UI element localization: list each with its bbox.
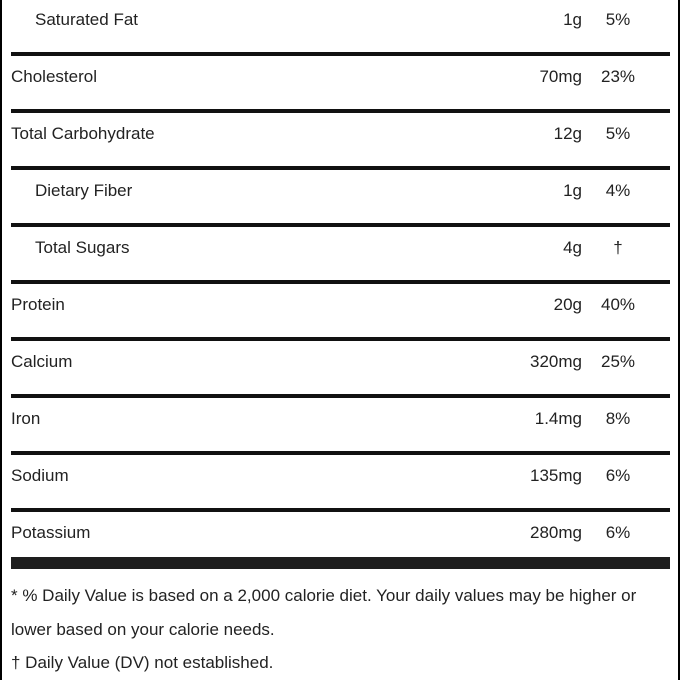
nutrient-amount: 135mg bbox=[530, 466, 582, 485]
panel-left-border bbox=[0, 0, 2, 680]
nutrient-row-total-carbohydrate bbox=[11, 113, 670, 170]
nutrient-row-cholesterol bbox=[11, 56, 670, 113]
nutrient-amount: 4g bbox=[563, 238, 582, 257]
nutrient-daily-value: 25% bbox=[600, 352, 636, 371]
nutrient-name: Saturated Fat bbox=[35, 10, 139, 29]
nutrient-amount: 1g bbox=[563, 181, 582, 200]
nutrient-name: Total Carbohydrate bbox=[11, 124, 155, 143]
nutrient-daily-value: † bbox=[613, 238, 623, 257]
nutrient-name: Dietary Fiber bbox=[35, 181, 133, 200]
section-divider-bar bbox=[11, 557, 670, 569]
not-established-footnote: † Daily Value (DV) not established. bbox=[11, 653, 274, 672]
nutrient-amount: 320mg bbox=[530, 352, 582, 371]
nutrient-name: Potassium bbox=[11, 523, 91, 542]
nutrient-name: Calcium bbox=[11, 352, 73, 371]
nutrient-amount: 280mg bbox=[530, 523, 582, 542]
nutrient-daily-value: 5% bbox=[605, 124, 631, 143]
nutrient-daily-value: 40% bbox=[600, 295, 636, 314]
nutrient-name: Sodium bbox=[11, 466, 69, 485]
daily-value-footnote: * % Daily Value is based on a 2,000 calorie diet. Your daily values may be higher or lower based on your calorie needs. bbox=[11, 586, 637, 639]
nutrient-name: Protein bbox=[11, 295, 65, 314]
nutrient-daily-value: 6% bbox=[605, 523, 631, 542]
nutrient-daily-value: 4% bbox=[605, 181, 631, 200]
nutrient-daily-value: 5% bbox=[605, 10, 631, 29]
nutrient-row-total-sugars bbox=[11, 227, 670, 284]
nutrient-amount: 1g bbox=[563, 10, 582, 29]
nutrient-name: Total Sugars bbox=[35, 238, 130, 257]
nutrient-daily-value: 23% bbox=[600, 67, 636, 86]
nutrient-daily-value: 8% bbox=[605, 409, 631, 428]
nutrient-row-sodium bbox=[11, 455, 670, 512]
nutrient-row-dietary-fiber bbox=[11, 170, 670, 227]
nutrient-row-saturated-fat bbox=[11, 0, 670, 56]
nutrient-row-iron bbox=[11, 398, 670, 455]
nutrient-amount: 1.4mg bbox=[534, 409, 582, 428]
nutrient-name: Iron bbox=[11, 409, 41, 428]
nutrient-amount: 20g bbox=[553, 295, 582, 314]
nutrient-row-calcium bbox=[11, 341, 670, 398]
nutrient-amount: 70mg bbox=[539, 67, 582, 86]
nutrient-rows bbox=[11, 0, 670, 565]
nutrient-row-protein bbox=[11, 284, 670, 341]
footnotes bbox=[11, 579, 671, 680]
nutrient-amount: 12g bbox=[553, 124, 582, 143]
nutrient-daily-value: 6% bbox=[605, 466, 631, 485]
nutrient-name: Cholesterol bbox=[11, 67, 97, 86]
